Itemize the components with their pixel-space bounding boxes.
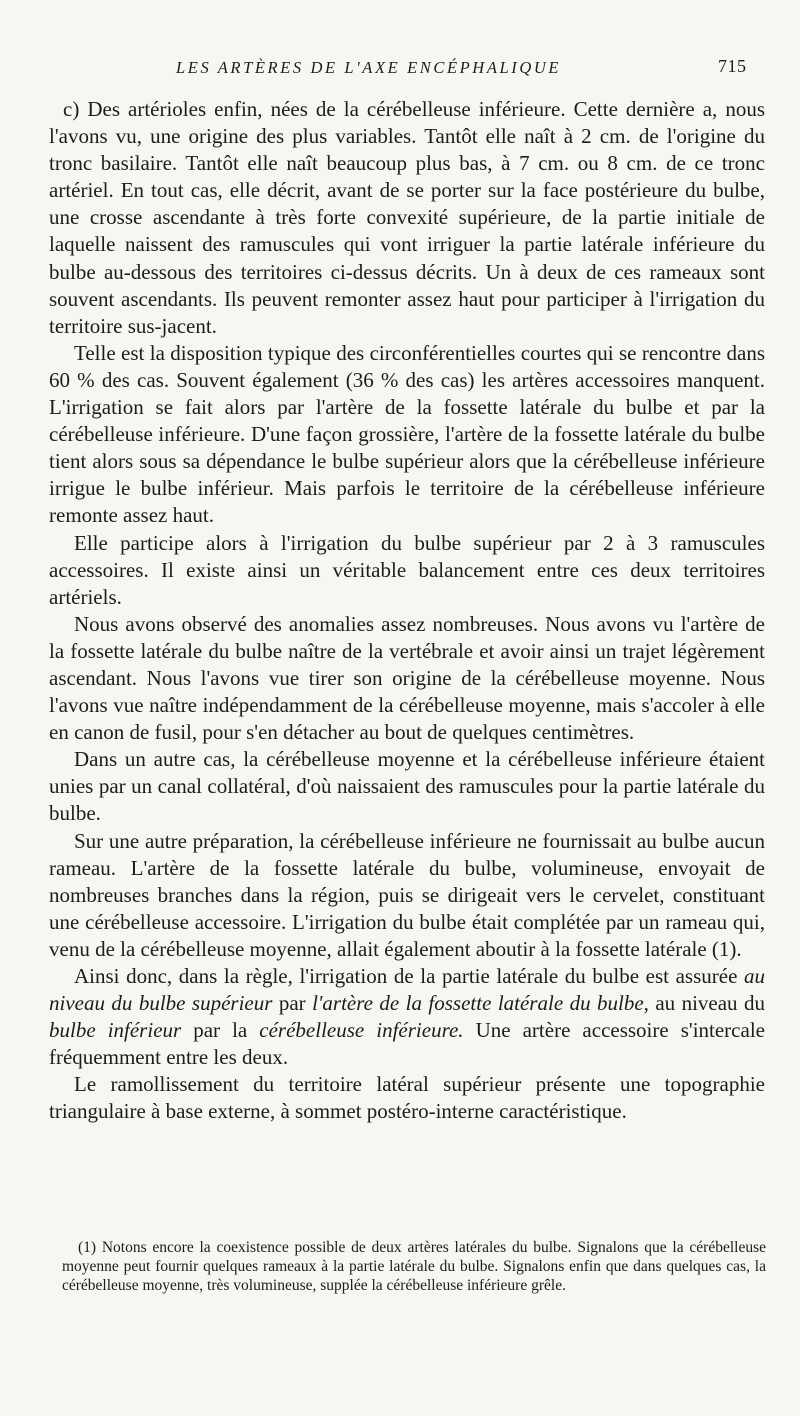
italic-run: cérébelleuse inférieure. xyxy=(259,1018,464,1043)
running-head xyxy=(0,54,800,84)
text-run: Une artère accessoire s'intercale fréquemment entre les deux. xyxy=(49,1018,765,1070)
running-title: LES ARTÈRES DE L'AXE ENCÉPHALIQUE xyxy=(176,58,562,77)
paragraph-3: Elle participe alors à l'irrigation du bulbe supérieur par 2 à 3 ramuscules accessoires. Il existe ainsi un véritable balancement entre ces deux territoires artériels. xyxy=(49,530,765,609)
paragraph-7 xyxy=(49,963,765,1071)
paragraph-1: c) Des artérioles enfin, nées de la cérébelleuse inférieure. Cette dernière a, nous l'avons vu, une origine des plus variables. Tantôt elle naît à 2 cm. de l'origine du tronc basilaire. Tantôt elle naît beaucoup plus bas, à 7 cm. ou 8 cm. de ce tronc artériel. En tout cas, elle décrit, avant de se porter sur la face postérieure du bulbe, une crosse ascendante à très forte convexité supérieure, de la partie initiale de laquelle naissent des ramuscules qui vont irriguer la partie latérale inférieure du bulbe au-dessous des territoires ci-dessus décrits. Un à deux de ces rameaux sont souvent ascendants. Ils peuvent remonter assez haut pour participer à l'irrigation du territoire sus-jacent. xyxy=(49,97,765,338)
paragraph-8: Le ramollissement du territoire latéral supérieur présente une topographie triangulaire à base externe, à sommet postéro-interne caractéristique. xyxy=(49,1072,765,1124)
paragraph-4: Nous avons observé des anomalies assez nombreuses. Nous avons vu l'artère de la fossette latérale du bulbe naître de la vertébrale et avoir ainsi un trajet légèrement ascendant. Nous l'avons vue tirer son origine de la cérébelleuse moyenne. Nous l'avons vue naître indépendamment de la cérébelleuse moyenne, mais s'accoler à elle en canon de fusil, pour s'en détacher au bout de quelques centimètres. xyxy=(49,611,765,745)
footnote xyxy=(62,1238,766,1296)
page-number: 715 xyxy=(718,56,747,76)
italic-run: l'artère de la fossette latérale du bulbe xyxy=(312,991,644,1016)
paragraph-6: Sur une autre préparation, la cérébelleuse inférieure ne fournissait au bulbe aucun rameau. L'artère de la fossette latérale du bulbe, volumineuse, envoyait de nombreuses branches dans la région, puis se dirigeait vers le cervelet, constituant une cérébelleuse accessoire. L'irrigation du bulbe était complétée par un rameau qui, venu de la cérébelleuse moyenne, allait également aboutir à la fossette latérale (1). xyxy=(49,828,765,961)
paragraph-2: Telle est la disposition typique des circonférentielles courtes qui se rencontre dans 60 % des cas. Souvent également (36 % des cas) les artères accessoires manquent. L'irrigation se fait alors par l'artère de la fossette latérale du bulbe et par la cérébelleuse inférieure. D'une façon grossière, l'artère de la fossette latérale du bulbe tient alors sous sa dépendance le bulbe supérieur alors que la cérébelleuse inférieure irrigue le bulbe inférieur. Mais parfois le territoire de la cérébelleuse inférieure remonte assez haut. xyxy=(49,340,765,528)
body-text xyxy=(49,96,765,1126)
text-run: Ainsi donc, dans la règle, l'irrigation de la partie latérale du bulbe est assurée xyxy=(74,964,744,988)
footnote-text: (1) Notons encore la coexistence possible de deux artères latérales du bulbe. Signalons que la cérébelleuse moyenne peut fournir quelques rameaux à la partie latérale du bulbe. Signalons enfin que dans quelques cas, la cérébelleuse moyenne, très volumineuse, supplée la cérébelleuse inférieure grêle. xyxy=(62,1239,766,1295)
text-run: par la xyxy=(181,1018,260,1043)
italic-run: au niveau du bulbe supérieur xyxy=(49,964,765,1016)
paragraph-5: Dans un autre cas, la cérébelleuse moyenne et la cérébelleuse inférieure étaient unies par un canal collatéral, d'où naissaient des ramuscules pour la partie latérale du bulbe. xyxy=(49,747,765,826)
italic-run: bulbe inférieur xyxy=(49,1018,182,1043)
text-run: , au niveau du xyxy=(643,991,765,1016)
text-run: par xyxy=(272,991,313,1016)
